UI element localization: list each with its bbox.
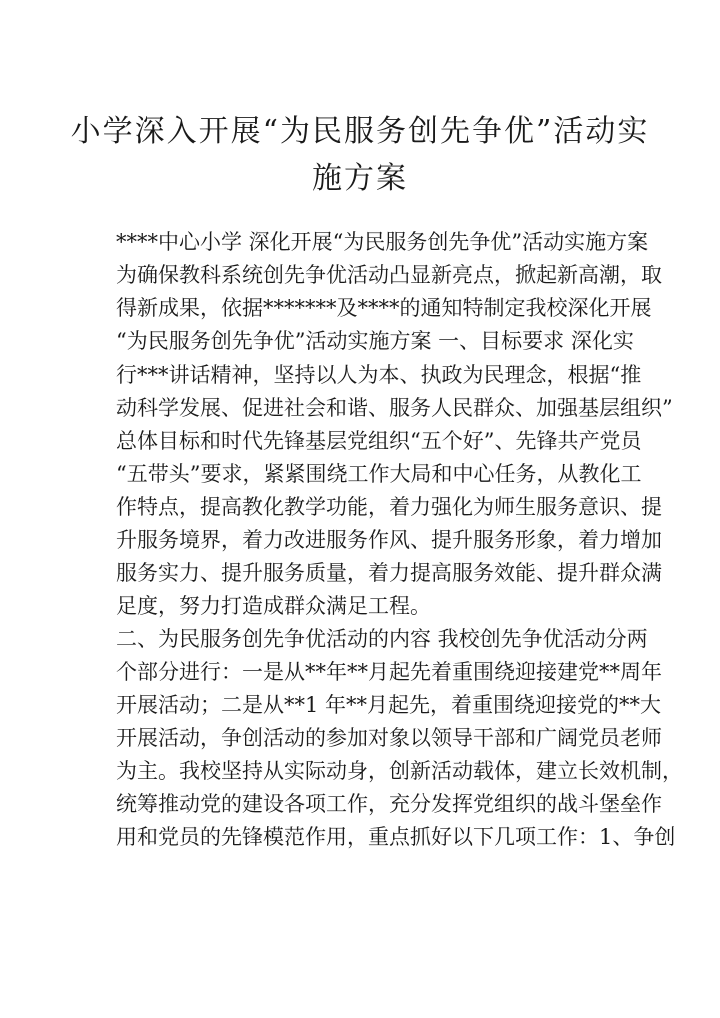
body-text-line: 为主。我校坚持从实际动身，创新活动载体，建立长效机制， <box>116 759 683 783</box>
body-text-line: “五带头”要求，紧紧围绕工作大局和中心任务，从教化工 <box>116 462 642 486</box>
document-title-line-1: 小学深入开展“为民服务创先争优”活动实 <box>70 114 650 149</box>
body-text-line: ****中心小学 深化开展“为民服务创先争优”活动实施方案 <box>116 230 649 254</box>
body-text-line: 用和党员的先锋模范作用，重点抓好以下几项工作：1、争创 <box>116 825 676 849</box>
body-text-line: 为确保教科系统创先争优活动凸显新亮点，掀起新高潮，取 <box>116 263 662 287</box>
body-text-line: 得新成果，依据*******及****的通知特制定我校深化开展 <box>116 296 652 320</box>
body-text-line: 作特点，提高教化教学功能，着力强化为师生服务意识、提 <box>116 495 662 519</box>
body-text-line: 总体目标和时代先锋基层党组织“五个好”、先锋共产党员 <box>116 429 642 453</box>
document-title-line-2: 施方案 <box>312 161 408 196</box>
body-text-line: 动科学发展、促进社会和谐、服务人民群众、加强基层组织” <box>116 396 673 420</box>
body-text-line: 开展活动，争创活动的参加对象以领导干部和广阔党员老师 <box>116 726 662 750</box>
body-text-line: 足度，努力打造成群众满足工程。 <box>116 594 431 618</box>
body-text-line: 二、为民服务创先争优活动的内容 我校创先争优活动分两 <box>116 627 648 651</box>
body-text-line: 统筹推动党的建设各项工作，充分发挥党组织的战斗堡垒作 <box>116 792 662 816</box>
body-text-line: 个部分进行：一是从**年**月起先着重围绕迎接建党**周年 <box>116 660 662 684</box>
body-text-line: 升服务境界，着力改进服务作风、提升服务形象，着力增加 <box>116 528 662 552</box>
body-text-line: 开展活动；二是从**1 年**月起先，着重围绕迎接党的**大 <box>116 693 662 717</box>
body-text-line: 服务实力、提升服务质量，着力提高服务效能、提升群众满 <box>116 561 662 585</box>
body-text-line: “为民服务创先争优”活动实施方案 一、目标要求 深化实 <box>116 329 634 353</box>
body-text-line: 行***讲话精神，坚持以人为本、执政为民理念，根据“推 <box>116 363 642 387</box>
